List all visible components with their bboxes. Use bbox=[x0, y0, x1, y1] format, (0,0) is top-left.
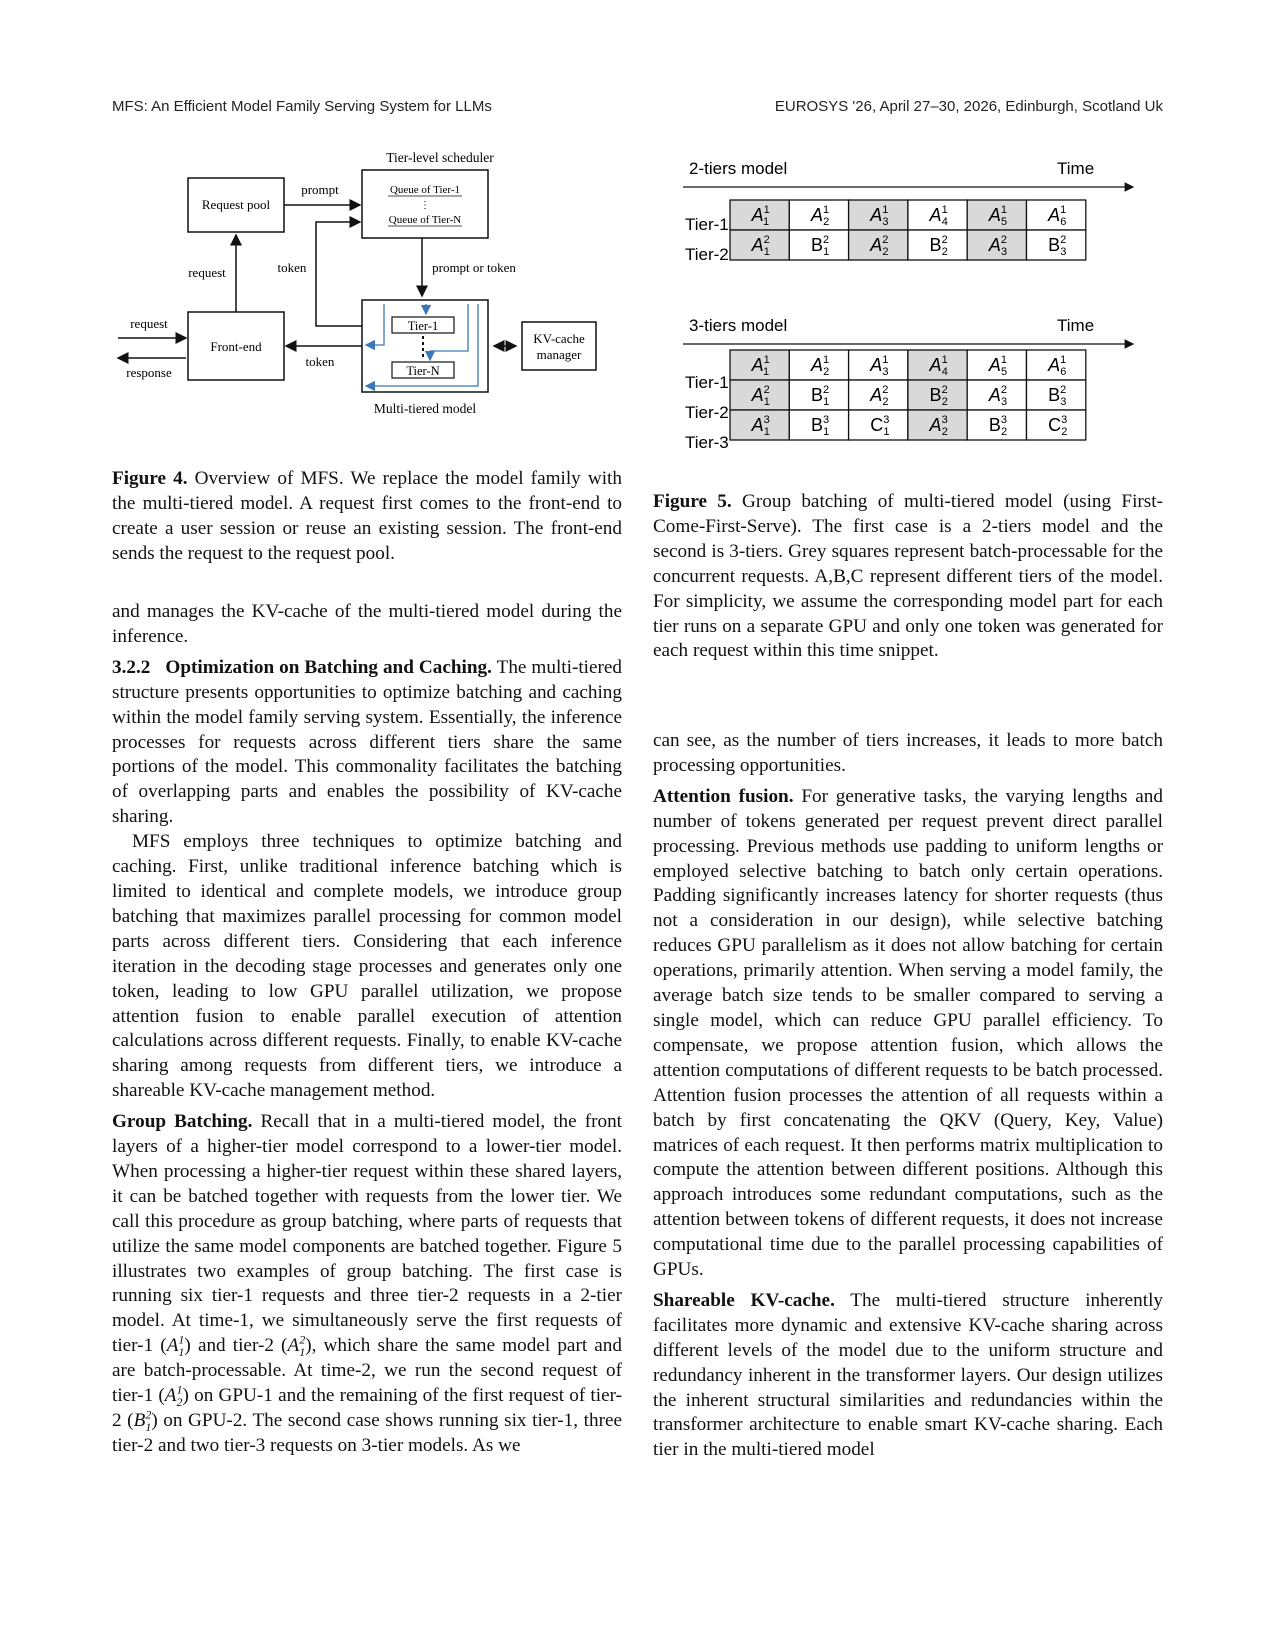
group-batching-text-e: ) on GPU-2. The second case shows running six tier-1, three tier-2 and two tier-3 requests on 3-tier models. As we bbox=[112, 1410, 622, 1456]
g3-label-2-3: $A^3$ 2 bbox=[929, 414, 948, 438]
section-number: 3.2.2 bbox=[112, 656, 151, 678]
math-b21: $B^2_1$ bbox=[133, 1407, 152, 1434]
g3-label-1-2: $A^2$ 2 bbox=[870, 384, 889, 408]
kv-cache-manager-box bbox=[522, 322, 596, 370]
g3-label-2-4: $B^3$ 2 bbox=[988, 414, 1008, 438]
g2-label-0-3: $A^1$ 4 bbox=[929, 204, 948, 228]
tier-label-3-2: Tier-2 bbox=[685, 403, 729, 422]
group-batching-text-a: Recall that in a multi-tiered model, the front layers of a higher-tier model correspond to a lower-tier model. When processing a higher-tier request within these shared layers, it can be batched together with requests from the lower tier. We call this procedure as group batching, where parts of requests that utilize the same model components are batched together. Figure 5 illustrates two examples of group batching. The first case is running six tier-1 requests and three tier-2 requests in a 2-tier model. At time-1, we simultaneously serve the first requests of tier-1 ( bbox=[112, 1111, 622, 1357]
right-paragraph-0: can see, as the number of tiers increases, it leads to more batch processing opportunities. bbox=[653, 730, 1163, 776]
g3-label-0-2: $A^1$ 3 bbox=[870, 354, 889, 378]
math-a21: $A^2_1$ bbox=[287, 1332, 306, 1360]
figure-5-caption-label: Figure 5. bbox=[653, 491, 732, 512]
time-label-3: Time bbox=[1057, 316, 1095, 335]
g2-label-1-5: $B^2$ 3 bbox=[1048, 234, 1067, 258]
figure-4-caption-label: Figure 4. bbox=[112, 468, 188, 489]
section-3-2-2 bbox=[112, 656, 622, 830]
g2-label-0-5: $A^1$ 6 bbox=[1048, 204, 1067, 228]
g2-label-0-1: $A^1$ 2 bbox=[810, 204, 830, 228]
request-in-label: request bbox=[130, 316, 168, 331]
scheduler-label: Tier-level scheduler bbox=[386, 150, 494, 165]
model3-title: 3-tiers model bbox=[689, 316, 788, 335]
section-title: Optimization on Batching and Caching. bbox=[165, 656, 492, 678]
left-paragraph-2: MFS employs three techniques to optimize batching and caching. First, unlike traditional inference batching which is limited to identical and complete models, we introduce group batching that maximizes parallel processing for common model parts across different tiers. Considering that each inference iteration in the decoding stage processes and generates only one token, leading to low GPU parallel utilization, we propose attention fusion to enable parallel execution of attention calculations across different requests. Finally, to enable KV-cache sharing among requests from different tiers, we introduce a shareable KV-cache management method. bbox=[112, 831, 622, 1102]
queue-dots: ⋮ bbox=[420, 200, 430, 211]
tier1-label: Tier-1 bbox=[407, 319, 439, 333]
g3-label-0-3: $A^1$ 4 bbox=[929, 354, 948, 378]
left-paragraph-0: and manages the KV-cache of the multi-tiered model during the inference. bbox=[112, 601, 622, 647]
prompt-label: prompt bbox=[301, 182, 339, 197]
g3-label-1-5: $B^2$ 3 bbox=[1048, 384, 1067, 408]
g2-label-0-4: $A^1$ 5 bbox=[988, 204, 1008, 228]
token-top-label: token bbox=[277, 260, 307, 275]
g2-label-1-0: $A^2$ 1 bbox=[751, 234, 770, 258]
shareable-kv-text: The multi-tiered structure inherently facilitates more dynamic and extensive KV-cache sharing across different levels of the model due to the uniform structure and redundancy inherent in the transformer layers. Our design utilizes the inherent structural similarities and redundancies within the transformer architecture to enable smart KV-cache sharing. Each tier in the multi-tiered model bbox=[653, 1289, 1163, 1461]
figure-4-caption-text: Overview of MFS. We replace the model family with the multi-tiered model. A request first comes to the front-end to create a user session or reuse an existing session. The front-end sends the request to the request pool. bbox=[112, 468, 622, 564]
math-a11: $A^1_1$ bbox=[166, 1332, 185, 1360]
group-batching-title: Group Batching. bbox=[112, 1111, 253, 1133]
group-batching-text-b: ) and tier-2 ( bbox=[184, 1335, 288, 1357]
g3-label-0-0: $A^1$ 1 bbox=[751, 354, 770, 378]
figure-4-diagram bbox=[112, 148, 632, 438]
g3-label-1-1: $B^2$ 1 bbox=[810, 384, 830, 408]
g3-label-2-0: $A^3$ 1 bbox=[751, 414, 770, 438]
request-up-label: request bbox=[188, 265, 226, 280]
running-header-left: MFS: An Efficient Model Family Serving System for LLMs bbox=[112, 98, 492, 115]
model2-title: 2-tiers model bbox=[689, 159, 788, 178]
g3-label-2-5: $C^3$ 2 bbox=[1048, 414, 1068, 438]
g2-label-0-0: $A^1$ 1 bbox=[751, 204, 770, 228]
g3-label-1-3: $B^2$ 2 bbox=[929, 384, 948, 408]
attention-fusion-text: For generative tasks, the varying lengths and number of tokens generated per request prevent direct parallel processing. Previous methods use padding to uniform lengths or employed selective batching to batch only certain operations. Padding significantly increases latency for shorter requests (thus not a consideration in our design), while selective batching reduces GPU parallelism as it does not allow batching for certain operations, primarily attention. When serving a model family, the average batch size tends to be smaller compared to serving a single model, which can reduce GPU parallel efficiency. To compensate, we propose attention fusion, which allows the attention computations of different requests to be batch processed. Attention fusion processes the attention of all requests within a batch by first concatenating the QKV (Query, Key, Value) matrices of each request. It then performs matrix multiplication to compute the attention between different positions. Although this approach introduces some redundant computations, such as the attention between tokens of different requests, it does not increase computational time due to the parallel processing capabilities of GPUs. bbox=[653, 785, 1163, 1281]
multi-tiered-model-label: Multi-tiered model bbox=[373, 401, 477, 416]
token-mid-label: token bbox=[305, 354, 335, 369]
frontend-label: Front-end bbox=[210, 339, 262, 354]
time-label-2: Time bbox=[1057, 159, 1095, 178]
tier-label-2-1: Tier-1 bbox=[685, 215, 729, 234]
shareable-kv-paragraph bbox=[653, 1289, 1163, 1463]
g2-label-0-2: $A^1$ 3 bbox=[870, 204, 889, 228]
attention-fusion-paragraph bbox=[653, 785, 1163, 1283]
figure-5-caption bbox=[653, 490, 1163, 664]
section-paragraph-1: The multi-tiered structure presents opportunities to optimize batching and caching within the model family serving system. Essentially, the inference processes for requests across different tiers share the same portions of the model. This commonality facilitates the batching of overlapping parts and enables the possibility of KV-cache sharing. bbox=[112, 656, 623, 828]
figure-5-caption-text: Group batching of multi-tiered model (using First-Come-First-Serve). The first case is a 2-tiers model and the second is 3-tiers. Grey squares represent batch-processable for the concurrent requests. A,B,C represent different tiers of the model. For simplicity, we assume the corresponding model part for each tier runs on a separate GPU and only one token was generated for each request within this time snippet. bbox=[653, 491, 1163, 662]
g3-label-0-4: $A^1$ 5 bbox=[988, 354, 1008, 378]
shareable-kv-title: Shareable KV-cache. bbox=[653, 1289, 835, 1311]
g2-label-1-2: $A^2$ 2 bbox=[870, 234, 889, 258]
request-pool-label: Request pool bbox=[201, 197, 271, 212]
g3-label-0-5: $A^1$ 6 bbox=[1048, 354, 1067, 378]
g3-label-2-1: $B^3$ 1 bbox=[810, 414, 830, 438]
g3-label-1-4: $A^2$ 3 bbox=[988, 384, 1008, 408]
queue-tierN-label: Queue of Tier-N bbox=[388, 214, 462, 226]
right-column bbox=[653, 729, 1163, 1463]
group-batching-text-d: ) on GPU-1 and the remaining of the first request of tier-2 ( bbox=[112, 1385, 622, 1431]
left-column bbox=[112, 600, 622, 1459]
figure-5-diagram bbox=[683, 150, 1153, 470]
g3-label-1-0: $A^2$ 1 bbox=[751, 384, 770, 408]
group-batching-paragraph bbox=[112, 1110, 622, 1459]
grid-3-tiers bbox=[730, 350, 1086, 440]
response-out-label: response bbox=[126, 365, 172, 380]
g2-label-1-3: $B^2$ 2 bbox=[929, 234, 948, 258]
figure-4-caption bbox=[112, 467, 622, 567]
g3-label-2-2: $C^3$ 1 bbox=[870, 414, 890, 438]
tierN-label: Tier-N bbox=[406, 364, 440, 378]
g3-label-0-1: $A^1$ 2 bbox=[810, 354, 830, 378]
attention-fusion-title: Attention fusion. bbox=[653, 785, 794, 807]
tier-label-2-2: Tier-2 bbox=[685, 245, 729, 264]
kv-cache-label-2: manager bbox=[536, 347, 582, 362]
tier-label-3-3: Tier-3 bbox=[685, 433, 729, 452]
g2-label-1-1: $B^2$ 1 bbox=[810, 234, 830, 258]
kv-cache-label-1: KV-cache bbox=[533, 331, 585, 346]
g2-label-1-4: $A^2$ 3 bbox=[988, 234, 1008, 258]
running-header-right: EUROSYS '26, April 27–30, 2026, Edinburgh, Scotland Uk bbox=[774, 98, 1163, 115]
tier-label-3-1: Tier-1 bbox=[685, 373, 729, 392]
prompt-or-token-label: prompt or token bbox=[432, 260, 516, 275]
group-batching-text-c: ), which share the same model part and are batch-processable. At time-2, we run the second request of tier-1 ( bbox=[112, 1335, 622, 1407]
math-a12: $A^1_2$ bbox=[164, 1382, 183, 1409]
grid-2-tiers bbox=[730, 200, 1086, 260]
queue-tier1-label: Queue of Tier-1 bbox=[389, 184, 461, 196]
